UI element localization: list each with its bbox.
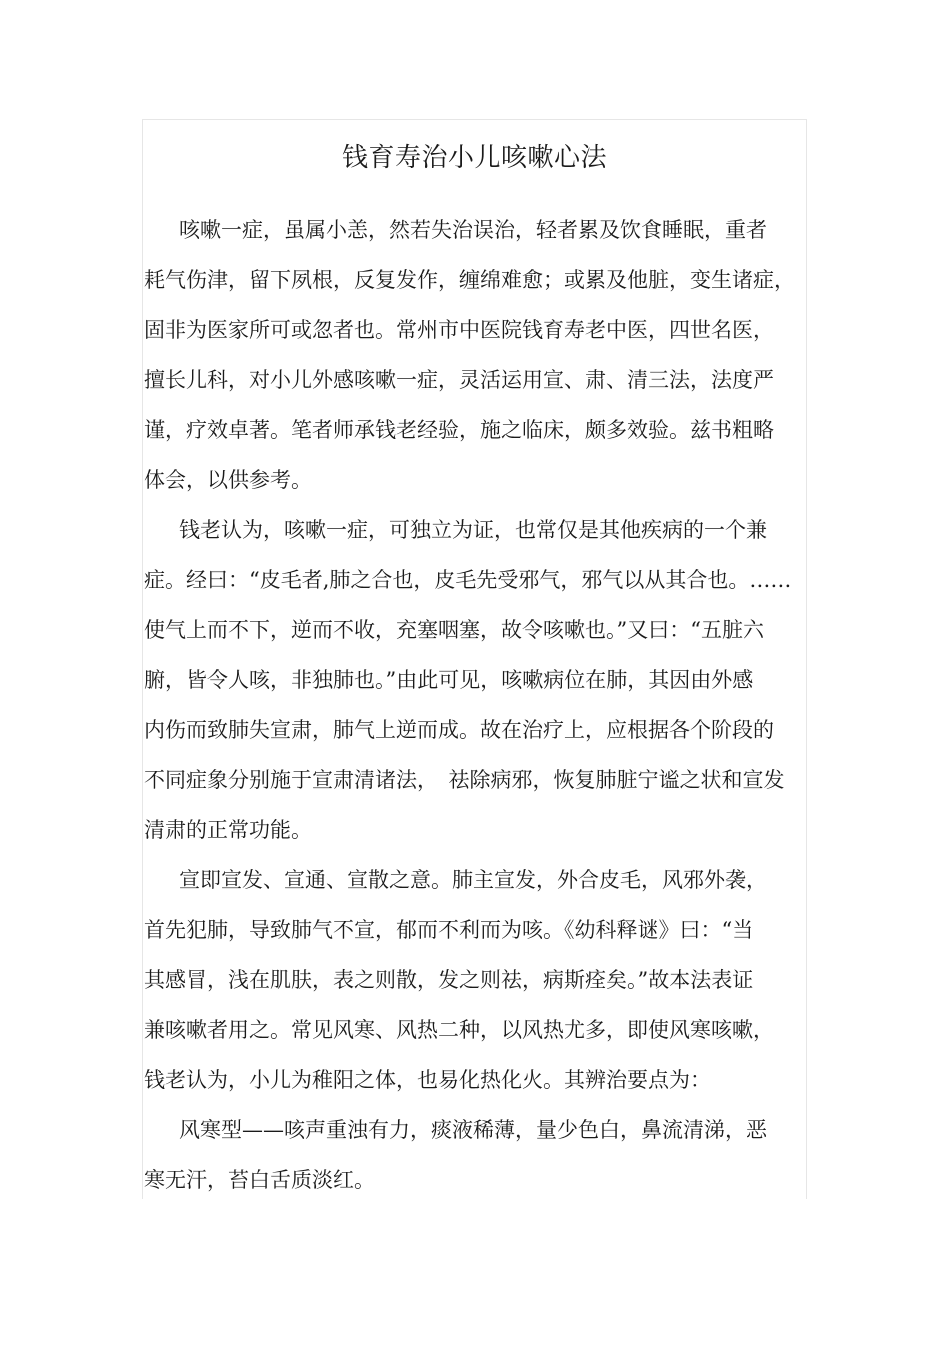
text-line: 钱老认为，咳嗽一症，可独立为证，也常仅是其他疾病的一个兼 (179, 518, 767, 542)
paragraph-theory (144, 505, 804, 855)
text-line: 体会，以供参考。 (144, 468, 312, 492)
text-line: 钱老认为，小儿为稚阳之体，也易化热化火。其辨治要点为： (144, 1068, 711, 1092)
text-line: 咳嗽一症，虽属小恙，然若失治误治，轻者累及饮食睡眠，重者 (179, 218, 767, 242)
text-line: 宣即宣发、宣通、宣散之意。肺主宣发，外合皮毛，风邪外袭， (179, 868, 767, 892)
text-line: 腑，皆令人咳，非独肺也。”由此可见，咳嗽病位在肺，其因由外感 (144, 668, 754, 692)
text-line: 症。经曰：“皮毛者,肺之合也，皮毛先受邪气，邪气以从其合也。…… (144, 568, 792, 592)
text-line: 寒无汗，苔白舌质淡红。 (144, 1168, 375, 1192)
text-line: 谨，疗效卓著。笔者师承钱老经验，施之临床，颇多效验。兹书粗略 (144, 418, 774, 442)
text-line: 不同症象分别施于宣肃清诸法， 祛除病邪，恢复肺脏宁谧之状和宣发 (144, 768, 785, 792)
paragraph-intro (144, 205, 804, 505)
text-line: 擅长儿科，对小儿外感咳嗽一症，灵活运用宣、肃、清三法，法度严 (144, 368, 774, 392)
document-body (144, 205, 804, 1205)
paragraph-xuan-method (144, 855, 804, 1105)
text-line: 内伤而致肺失宣肃，肺气上逆而成。故在治疗上，应根据各个阶段的 (144, 718, 774, 742)
text-line: 耗气伤津，留下夙根，反复发作，缠绵难愈；或累及他脏，变生诸症， (144, 268, 795, 292)
text-line: 使气上而不下，逆而不收，充塞咽塞，故令咳嗽也。”又曰：“五脏六 (144, 618, 764, 642)
document-title: 钱育寿治小儿咳嗽心法 (341, 143, 607, 173)
text-line: 首先犯肺，导致肺气不宣，郁而不利而为咳。《幼科释谜》曰：“当 (144, 918, 754, 942)
text-line: 其感冒，浅在肌肤，表之则散，发之则祛，病斯痊矣。”故本法表证 (144, 968, 754, 992)
text-line: 风寒型——咳声重浊有力，痰液稀薄，量少色白，鼻流清涕，恶 (179, 1118, 767, 1142)
text-line: 清肃的正常功能。 (144, 818, 312, 842)
text-line: 固非为医家所可或忽者也。常州市中医院钱育寿老中医，四世名医， (144, 318, 774, 342)
text-line: 兼咳嗽者用之。常见风寒、风热二种，以风热尤多，即使风寒咳嗽， (144, 1018, 774, 1042)
paragraph-wind-cold (144, 1105, 804, 1205)
